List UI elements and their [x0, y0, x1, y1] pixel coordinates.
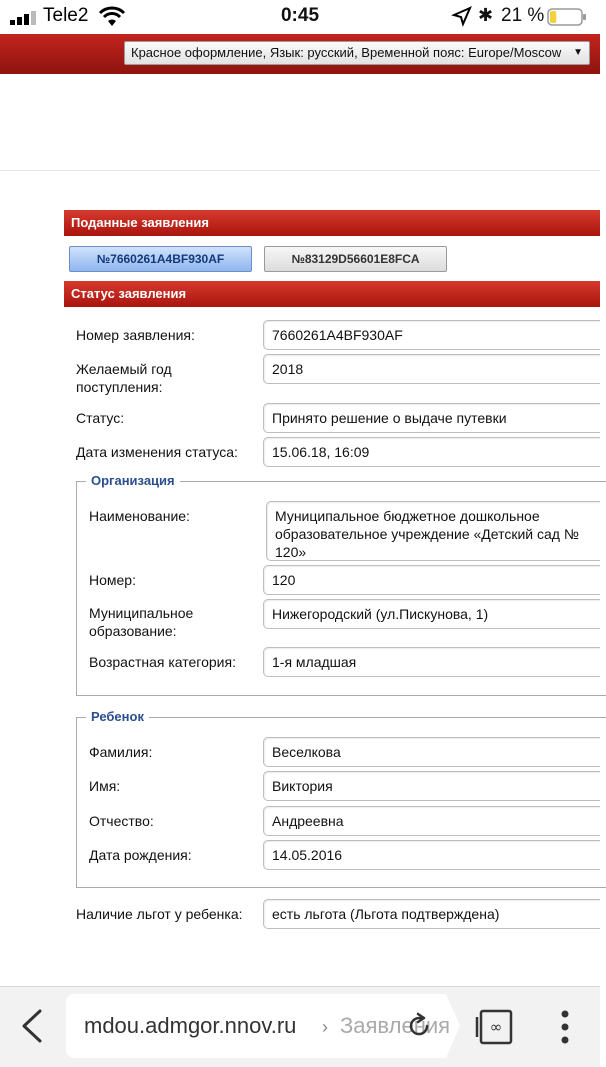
battery-percent: 21 %	[501, 5, 545, 26]
first-name-field[interactable]: Виктория	[263, 771, 600, 801]
status-date-label: Дата изменения статуса:	[76, 444, 238, 460]
url-text[interactable]: mdou.admgor.nnov.ru	[84, 1013, 297, 1038]
desired-year-label: Желаемый год поступления:	[76, 361, 172, 395]
org-number-label: Номер:	[89, 572, 136, 588]
age-category-label: Возрастная категория:	[89, 654, 236, 670]
last-name-label: Фамилия:	[89, 744, 153, 760]
application-tab-1[interactable]: №7660261A4BF930AF	[69, 246, 252, 272]
org-number-field[interactable]: 120	[263, 565, 600, 595]
back-chevron-icon[interactable]	[18, 1008, 48, 1044]
patronymic-field[interactable]: Андреевна	[263, 806, 600, 836]
clock: 0:45	[280, 5, 320, 26]
settings-select-label: Красное оформление, Язык: русский, Временной пояс: Europe/Moscow	[131, 45, 562, 60]
battery-icon	[547, 8, 587, 26]
benefits-label: Наличие льгот у ребенка:	[76, 906, 243, 922]
tabs-icon[interactable]	[475, 1009, 517, 1045]
svg-text:∞: ∞	[489, 1018, 503, 1036]
age-category-field[interactable]: 1-я младшая	[263, 647, 600, 677]
desired-year-field[interactable]: 2018	[263, 354, 600, 384]
status-label: Статус:	[76, 410, 125, 426]
more-dots-icon[interactable]	[560, 1010, 570, 1044]
birth-date-field[interactable]: 14.05.2016	[263, 840, 600, 870]
municipality-field[interactable]: Нижегородский (ул.Пискунова, 1)	[263, 599, 600, 629]
org-name-label: Наименование:	[89, 508, 190, 524]
birth-date-label: Дата рождения:	[89, 847, 192, 863]
municipality-label: Муниципальное образование:	[89, 605, 194, 639]
org-name-field[interactable]: Муниципальное бюджетное дошкольное образовательное учреждение «Детский сад № 120»	[266, 501, 600, 561]
status-field[interactable]: Принято решение о выдаче путевки	[263, 403, 600, 433]
patronymic-label: Отчество:	[89, 813, 154, 829]
divider	[0, 170, 600, 171]
organization-legend: Организация	[86, 473, 180, 488]
carrier-name: Tele2	[43, 5, 89, 26]
dropdown-caret-icon: ▼	[573, 47, 583, 58]
theme-language-timezone-select[interactable]	[124, 41, 590, 65]
benefits-field[interactable]: есть льгота (Льгота подтверждена)	[263, 899, 600, 929]
application-tab-2[interactable]: №83129D56601E8FCA	[264, 246, 447, 272]
child-legend: Ребенок	[86, 709, 149, 724]
reload-icon[interactable]	[405, 1012, 433, 1040]
location-arrow-icon	[453, 7, 471, 25]
status-date-field[interactable]: 15.06.18, 16:09	[263, 437, 600, 467]
application-number-field[interactable]: 7660261A4BF930AF	[263, 320, 600, 350]
application-status-header: Статус заявления	[64, 281, 600, 307]
applications-header: Поданные заявления	[64, 210, 600, 236]
page-title-crumb[interactable]: Заявления	[340, 1013, 451, 1038]
application-number-label: Номер заявления:	[76, 327, 195, 343]
bluetooth-icon: ✱	[478, 5, 494, 25]
url-separator: ›	[322, 1017, 328, 1037]
first-name-label: Имя:	[89, 778, 121, 794]
last-name-field[interactable]: Веселкова	[263, 737, 600, 767]
